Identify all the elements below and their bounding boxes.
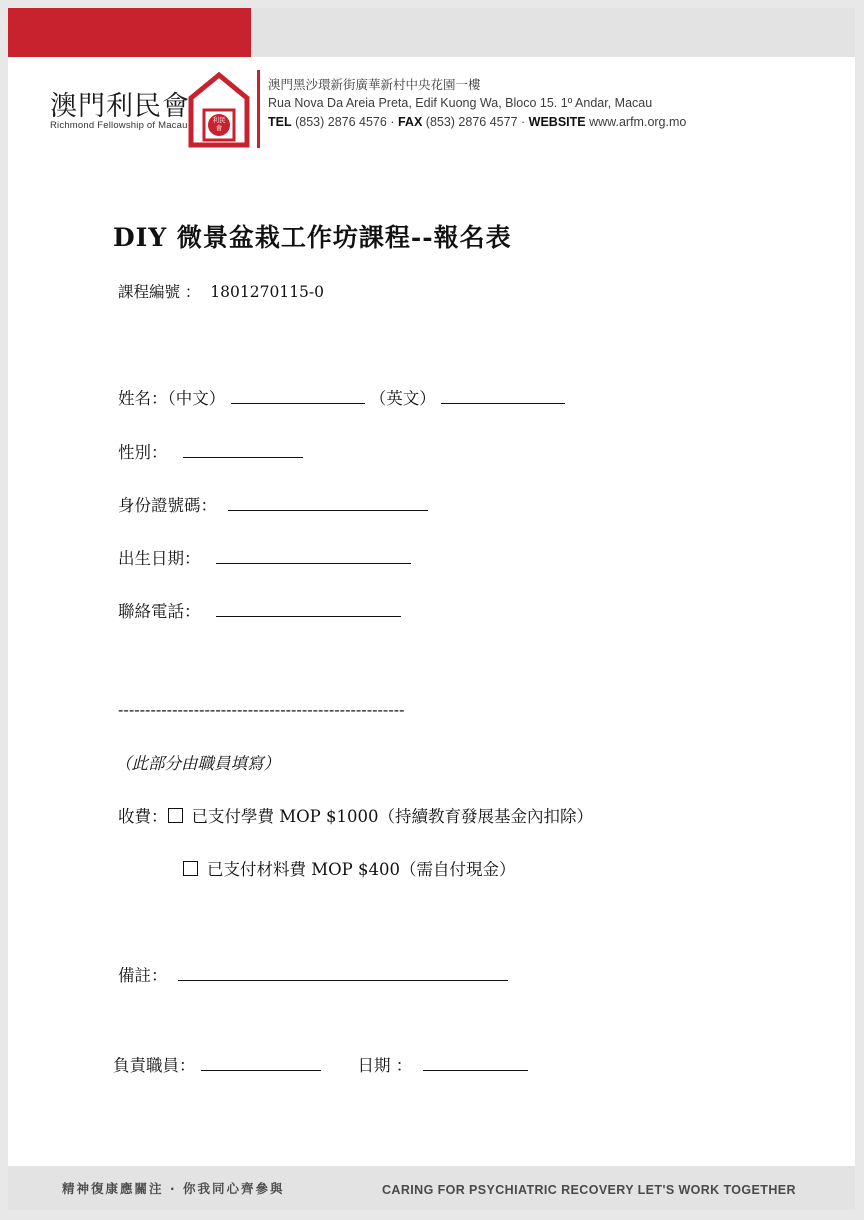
- date-label: 日期 ：: [357, 1056, 413, 1075]
- contact-line: [268, 113, 828, 132]
- field-remark: [118, 962, 508, 986]
- organization-logo: [45, 72, 250, 147]
- course-number-value: 1801270115-0: [210, 283, 325, 301]
- header-vertical-rule: [257, 70, 260, 148]
- header-accent-band: [8, 8, 251, 57]
- fee-row-tuition: [118, 803, 593, 827]
- name-label: 姓名：（中文）: [118, 389, 226, 408]
- field-phone: [118, 598, 401, 622]
- field-id-number: [118, 492, 428, 516]
- course-number-label: 課程編號 ：: [118, 283, 201, 301]
- id-number-label: 身份證號碼：: [118, 496, 217, 515]
- gender-input[interactable]: [183, 441, 303, 458]
- staff-label: 負責職員：: [113, 1056, 196, 1075]
- checkbox-tuition-paid[interactable]: [168, 808, 183, 823]
- phone-input[interactable]: [216, 600, 401, 617]
- field-birth-date: [118, 545, 411, 569]
- id-number-input[interactable]: [228, 494, 428, 511]
- website-value: www.arfm.org.mo: [589, 115, 687, 129]
- logo-name-english: Richmond Fellowship of Macau: [50, 120, 188, 131]
- page-edge-left: [0, 0, 8, 1220]
- address-chinese: 澳門黑沙環新街廣華新村中央花園一樓: [268, 77, 481, 92]
- page-edge-bottom: [0, 1210, 864, 1220]
- field-name: [118, 385, 565, 409]
- logo-name-chinese: 澳門利民會: [50, 91, 190, 122]
- fee-item-tuition-label: 已支付學費 MOP $1000（持續教育發展基金內扣除）: [191, 807, 594, 826]
- contact-separator-2: ·: [521, 115, 526, 129]
- fee-item-material-label: 已支付材料費 MOP $400（需自付現金）: [207, 860, 516, 879]
- address-portuguese: Rua Nova Da Areia Preta, Edif Kuong Wa, Bloco 15. 1º Andar, Macau: [268, 96, 653, 110]
- gender-label: 性別：: [118, 443, 168, 462]
- page-edge-right: [855, 0, 864, 1220]
- fax-label: FAX: [397, 115, 423, 129]
- page-edge-top: [0, 0, 864, 8]
- course-number-line: [118, 280, 324, 302]
- birth-date-input[interactable]: [216, 547, 411, 564]
- fax-value: (853) 2876 4577: [425, 115, 518, 129]
- svg-text:會: 會: [215, 124, 223, 132]
- house-logo-icon: [188, 72, 250, 148]
- header-address-block: [268, 75, 828, 132]
- fee-row-material: [183, 856, 516, 880]
- birth-date-label: 出生日期：: [118, 549, 201, 568]
- name-label-english: （英文）: [369, 389, 436, 408]
- section-divider: -----------------------------------------------------: [118, 700, 405, 719]
- contact-separator-1: ·: [390, 115, 395, 129]
- header-grey-band: [251, 8, 855, 57]
- name-english-input[interactable]: [441, 387, 565, 404]
- remark-input[interactable]: [178, 964, 508, 981]
- phone-label: 聯絡電話：: [118, 602, 201, 621]
- footer-slogan-chinese: 精神復康應關注 · 你我同心齊參與: [62, 1181, 285, 1196]
- tel-label: TEL: [268, 115, 292, 129]
- staff-input[interactable]: [201, 1054, 321, 1071]
- remark-label: 備註：: [118, 966, 168, 985]
- tel-value: (853) 2876 4576: [295, 115, 387, 129]
- page-title: DIY 微景盆栽工作坊課程--報名表: [113, 223, 512, 252]
- footer-slogan-english: CARING FOR PSYCHIATRIC RECOVERY LET'S WORK TOGETHER: [382, 1183, 796, 1197]
- staff-only-note: （此部分由職員填寫）: [115, 754, 280, 773]
- date-input[interactable]: [423, 1054, 528, 1071]
- name-chinese-input[interactable]: [231, 387, 365, 404]
- field-gender: [118, 439, 303, 463]
- fee-label: 收費：: [118, 807, 168, 826]
- field-staff-and-date: [113, 1052, 528, 1076]
- website-label: WEBSITE: [528, 115, 586, 129]
- svg-text:利民: 利民: [212, 116, 226, 124]
- checkbox-material-paid[interactable]: [183, 861, 198, 876]
